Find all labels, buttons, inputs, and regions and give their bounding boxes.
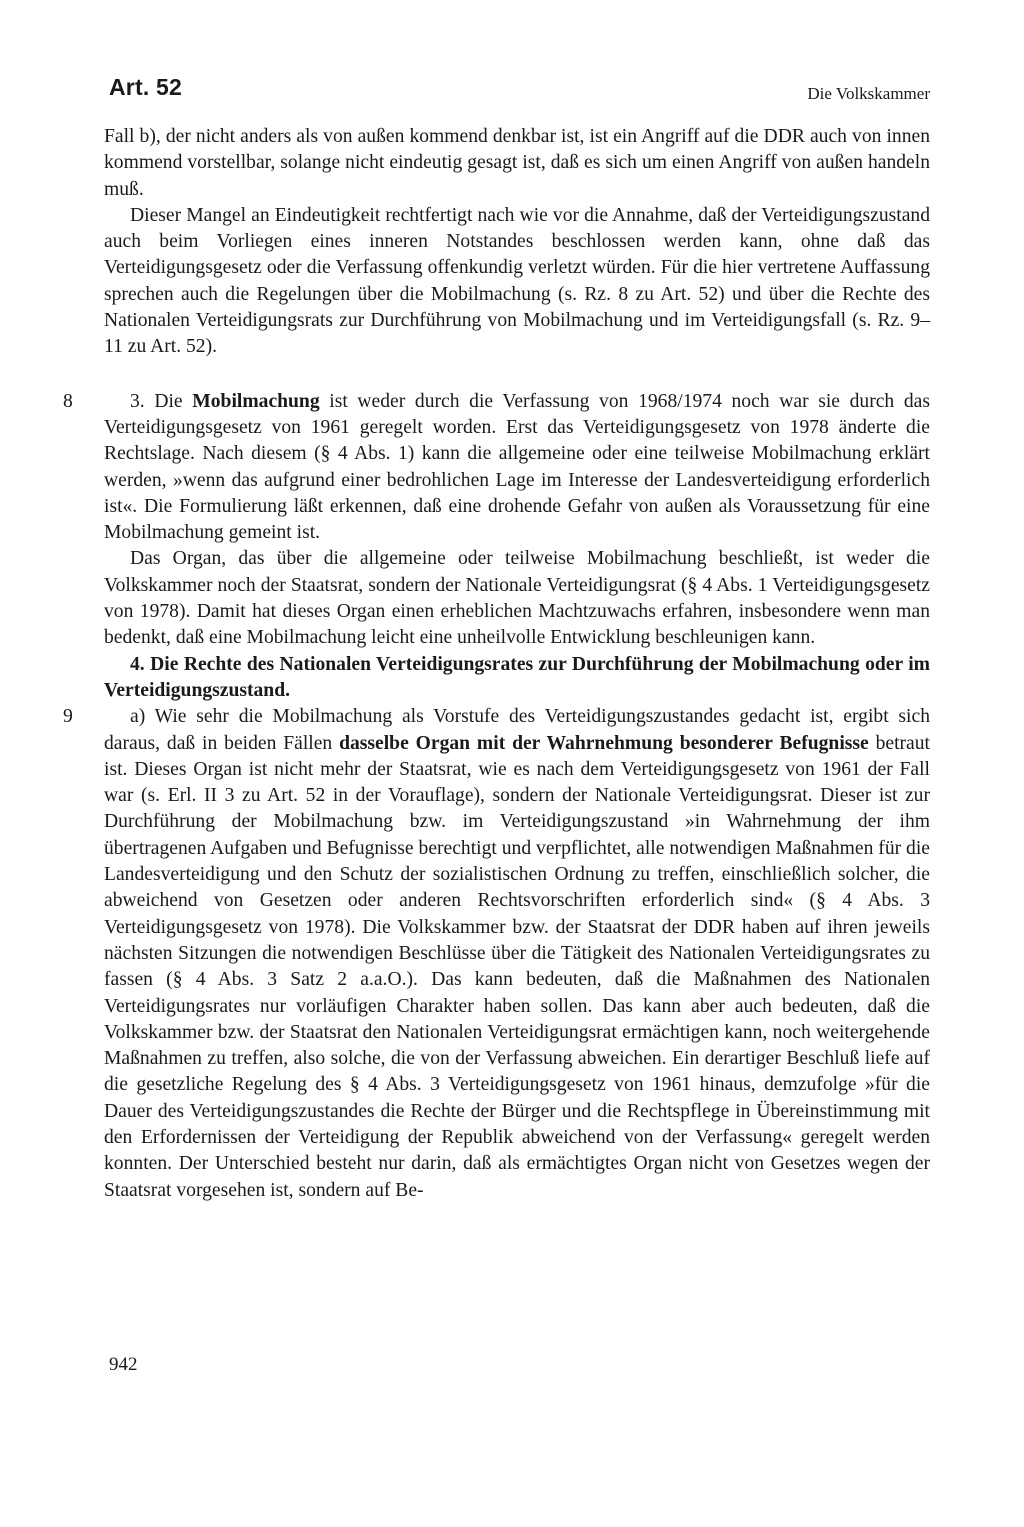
running-title: Die Volkskammer <box>807 84 930 103</box>
paragraph: Das Organ, das über die allgemeine oder teilweise Mobilmachung beschließt, ist weder die Volkskammer noch der Staatsrat, sondern der Nationale Verteidigungsrat (§ 4 Abs. 1 Verteidigungsgesetz von 1978). Damit hat dieses Organ einen erheblichen Machtzuwachs erfahren, insbesondere wenn man bedenkt, daß eine Mobilmachung leicht eine unheilvolle Entwicklung beschleunigen kann. <box>104 548 930 649</box>
paragraph-continuation: Fall b), der nicht anders als von außen kommend denkbar ist, ist ein Angriff auf die DDR auch von innen kommend vorstellbar, solange nicht eindeutig gesagt ist, daß es sich um einen Angriff von außen handeln muß. <box>104 126 930 200</box>
bold-term: Mobilmachung <box>192 390 320 412</box>
paragraph-lead: a) Wie sehr die Mobilmachung als Vorstufe des Verteidigungszustandes gedacht ist, ergibt sich daraus, daß in beiden Fällen <box>104 706 930 754</box>
paragraph-text: ist weder durch die Verfassung von 1968/1974 noch war sie durch das Verteidigungsgesetz von 1961 geregelt worden. Erst das Verteidigungsgesetz von 1978 änderte die Rechtslage. Nach diesem (§ 4 Abs. 1) kann die allgemeine oder eine teilweise Mobilmachung erklärt werden, »wenn das aufgrund einer bedrohlichen Lage im Interesse der Landesverteidigung erforderlich ist«. Die Formulierung läßt erkennen, daß eine drohende Gefahr von außen als Voraussetzung für eine Mobilmachung gemeint ist. <box>104 390 930 544</box>
margin-number: 8 <box>63 390 73 412</box>
section-heading: 4. Die Rechte des Nationalen Verteidigungsrates zur Durchführung der Mobilmachung oder im Verteidigungszustand. <box>104 653 930 701</box>
margin-number: 9 <box>63 706 73 728</box>
paragraph: Dieser Mangel an Eindeutigkeit rechtfertigt nach wie vor die Annahme, daß der Verteidigungszustand auch beim Vorliegen eines inneren Notstandes beschlossen werden kann, ohne daß das Verteidigungsgesetz oder die Verfassung offenkundig verletzt würden. Für die hier vertretene Auffassung sprechen auch die Regelungen über die Mobilmachung (s. Rz. 8 zu Art. 52) und über die Rechte des Nationalen Verteidigungsrats zur Durchführung von Mobilmachung und im Verteidigungsfall (s. Rz. 9–11 zu Art. 52). <box>104 204 930 358</box>
article-label: Art. 52 <box>109 74 182 100</box>
paragraph-lead: 3. Die <box>130 390 193 412</box>
paragraph-text: betraut ist. Dieses Organ ist nicht mehr der Staatsrat, wie es nach dem Verteidigungsgesetz von 1961 der Fall war (s. Erl. II 3 zu Art. 52 in der Vorauflage), sondern der Nationale Verteidigungsrat. Dieser ist zur Durchführung der Mobilmachung bzw. im Verteidigungszustand »in Wahrnehmung der ihm übertragenen Aufgaben und Befugnisse berechtigt und verpflichtet, alle notwendigen Maßnahmen für die Landesverteidigung und den Schutz der sozialistischen Ordnung zu treffen, einschließlich solcher, die abweichend von Gesetzen oder anderen Rechtsvorschriften erforderlich sind« (§ 4 Abs. 3 Verteidigungsgesetz von 1978). Die Volkskammer bzw. der Staatsrat der DDR haben auf ihren jeweils nächsten Sitzungen die notwendigen Beschlüsse über die Tätigkeit des Nationalen Verteidigungsrates zu fassen (§ 4 Abs. 3 Satz 2 a.a.O.). Das kann bedeuten, daß die Maßnahmen des Nationalen Verteidigungsrates nur vorläufigen Charakter haben sollen. Das kann aber auch bedeuten, daß die Volkskammer bzw. der Staatsrat den Nationalen Verteidigungsrat ermächtigen kann, noch weitergehende Maßnahmen zu treffen, also solche, die von der Verfassung abweichen. Ein derartiger Beschluß liefe auf die gesetzliche Regelung des § 4 Abs. 3 Verteidigungsgesetz von 1961 hinaus, demzufolge »für die Dauer des Verteidigungszustandes die Rechte der Bürger und die Rechtspflege in Übereinstimmung mit den Erfordernissen der Verteidigung der Republik abweichend von der Verfassung« geregelt werden konnten. Der Unterschied besteht nur darin, daß als ermächtigtes Organ nicht von Gesetzes wegen der Staatsrat vorgesehen ist, sondern auf Be- <box>104 732 930 1201</box>
bold-term: dasselbe Organ mit der Wahrnehmung besonderer Befugnisse <box>339 732 869 754</box>
paragraph-section-3 <box>63 389 930 547</box>
page-number: 942 <box>109 1354 138 1375</box>
body-text <box>63 124 930 1204</box>
paragraph-section-4a <box>63 704 930 1204</box>
